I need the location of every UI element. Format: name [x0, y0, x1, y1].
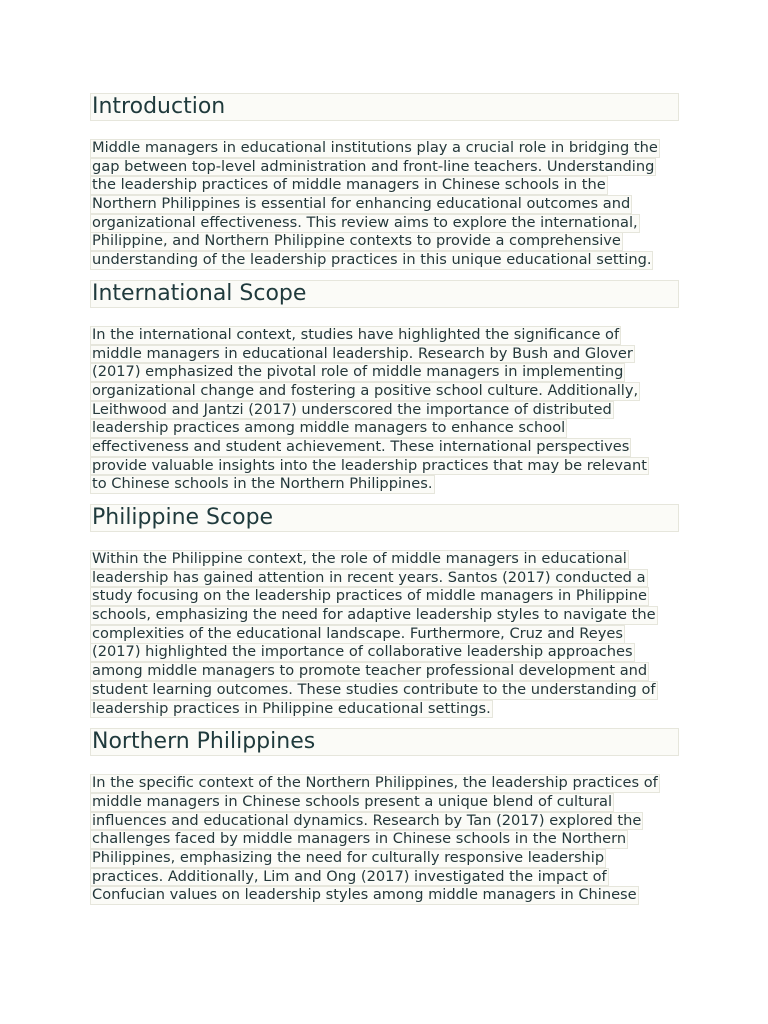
section-paragraph-international-scope — [90, 326, 679, 494]
text-line: provide valuable insights into the leadership practices that may be relevant — [92, 456, 647, 474]
section-paragraph-northern-philippines — [90, 774, 679, 905]
text-line: the leadership practices of middle managers in Chinese schools in the — [92, 176, 606, 194]
text-line: Middle managers in educational institutions play a crucial role in bridging the — [92, 139, 658, 156]
text-line: complexities of the educational landscape. Furthermore, Cruz and Reyes — [92, 624, 623, 642]
text-line: Within the Philippine context, the role of middle managers in educational — [92, 550, 627, 567]
text-line: gap between top-level administration and front-line teachers. Understanding — [92, 157, 655, 175]
text-line: leadership practices in Philippine educational settings. — [92, 699, 491, 717]
section-heading-international-scope: International Scope — [90, 280, 679, 308]
text-line: effectiveness and student achievement. These international perspectives — [92, 437, 630, 455]
section-heading-northern-philippines: Northern Philippines — [90, 728, 679, 756]
text-line: schools, emphasizing the need for adaptive leadership styles to navigate the — [92, 606, 656, 624]
text-line: leadership practices among middle managers to enhance school — [92, 419, 566, 437]
document-page — [90, 93, 679, 905]
text-line: leadership has gained attention in recent years. Santos (2017) conducted a — [92, 568, 646, 586]
section-paragraph-philippine-scope — [90, 550, 679, 718]
text-line: influences and educational dynamics. Research by Tan (2017) explored the — [92, 811, 642, 829]
text-line: Northern Philippines is essential for enhancing educational outcomes and — [92, 195, 631, 213]
text-line: student learning outcomes. These studies contribute to the understanding of — [92, 680, 656, 698]
text-line: (2017) highlighted the importance of collaborative leadership approaches — [92, 643, 633, 661]
text-line: Philippine, and Northern Philippine contexts to provide a comprehensive — [92, 232, 621, 250]
text-line: In the international context, studies have highlighted the significance of — [92, 325, 620, 343]
text-line: study focusing on the leadership practices of middle managers in Philippine — [92, 587, 647, 605]
text-line: Philippines, emphasizing the need for culturally responsive leadership — [92, 848, 605, 866]
text-line: challenges faced by middle managers in Chinese schools in the Northern — [92, 830, 627, 848]
section-heading-philippine-scope: Philippine Scope — [90, 504, 679, 532]
text-line: Leithwood and Jantzi (2017) underscored the importance of distributed — [92, 400, 612, 418]
text-line: practices. Additionally, Lim and Ong (2017) investigated the impact of — [92, 867, 607, 885]
text-line: middle managers in Chinese schools present a unique blend of cultural — [92, 792, 613, 810]
text-line: middle managers in educational leadership. Research by Bush and Glover — [92, 344, 633, 362]
text-line: In the specific context of the Northern Philippines, the leadership practices of — [92, 774, 658, 792]
text-line: organizational effectiveness. This review aims to explore the international, — [92, 213, 638, 231]
text-line: understanding of the leadership practices in this unique educational setting. — [92, 251, 652, 269]
section-heading-introduction: Introduction — [90, 93, 679, 121]
text-line: among middle managers to promote teacher professional development and — [92, 662, 648, 680]
section-paragraph-introduction — [90, 139, 679, 270]
text-line: Confucian values on leadership styles among middle managers in Chinese — [92, 886, 637, 904]
text-line: to Chinese schools in the Northern Philippines. — [92, 475, 433, 493]
text-line: organizational change and fostering a positive school culture. Additionally, — [92, 381, 639, 399]
text-line: (2017) emphasized the pivotal role of middle managers in implementing — [92, 363, 624, 381]
